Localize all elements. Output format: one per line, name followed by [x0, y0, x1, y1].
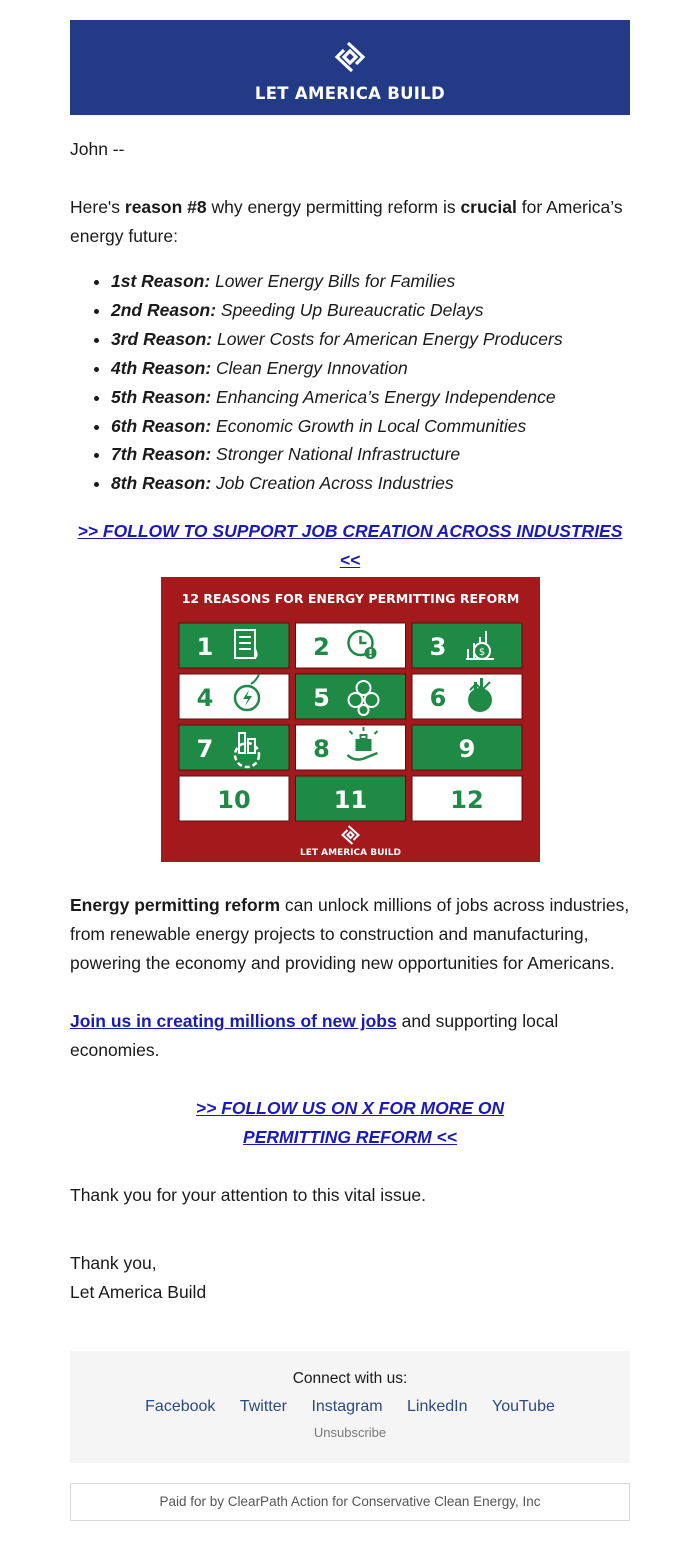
- reason-text: Lower Costs for American Energy Producers: [212, 328, 563, 349]
- list-item: [111, 354, 630, 383]
- reason-tile: [179, 674, 289, 719]
- reason-tile-number: 11: [333, 786, 368, 815]
- jobs-paragraph: [70, 891, 630, 978]
- reason-tile-number: 4: [196, 684, 214, 713]
- greeting: John --: [70, 139, 125, 159]
- reason-text: Economic Growth in Local Communities: [211, 415, 527, 436]
- twitter-link[interactable]: Twitter: [239, 1398, 287, 1415]
- list-item: [111, 296, 630, 325]
- reason-label: 7th Reason:: [111, 444, 212, 465]
- lead-bold-crucial: crucial: [460, 197, 517, 217]
- paid-for-disclaimer: Paid for by ClearPath Action for Conservative Clean Energy, Inc: [70, 1483, 630, 1521]
- reason-tile-number: 9: [458, 735, 476, 764]
- reasons-list: [70, 267, 630, 498]
- lead-bold-reason: reason #8: [124, 197, 207, 217]
- list-item: [111, 383, 630, 412]
- reason-tile-background: [296, 623, 406, 668]
- linkedin-link[interactable]: LinkedIn: [407, 1398, 468, 1415]
- unsubscribe-link[interactable]: Unsubscribe: [313, 1425, 387, 1440]
- reason-text: Lower Energy Bills for Families: [210, 271, 456, 291]
- jobs-paragraph-text: can unlock millions of jobs across industries, from renewable energy projects to construction and manufacturing, powering the economy and providing new opportunities for Americans.: [70, 895, 630, 974]
- cta-support-jobs-link[interactable]: >> FOLLOW TO SUPPORT JOB CREATION ACROSS INDUSTRIES <<: [77, 521, 623, 571]
- list-item: [111, 469, 630, 498]
- reason-label: 4th Reason:: [111, 357, 212, 378]
- list-item: [111, 267, 630, 296]
- reason-tile: [296, 725, 406, 770]
- reason-tile-background: [412, 623, 522, 668]
- header-banner: [70, 20, 630, 115]
- reason-tile: [412, 725, 522, 770]
- reason-text: Speeding Up Bureaucratic Delays: [216, 299, 484, 320]
- reason-text: Clean Energy Innovation: [211, 357, 408, 378]
- reason-text: Job Creation Across Industries: [211, 473, 454, 494]
- signature: Let America Build: [70, 1282, 207, 1303]
- join-paragraph-text: and supporting local economies.: [70, 1011, 559, 1061]
- graphic-brand: LET AMERICA BUILD: [300, 848, 401, 859]
- footer-social-box: [70, 1351, 630, 1463]
- reasons-graphic[interactable]: [161, 577, 540, 862]
- thanks-paragraph: Thank you for your attention to this vital issue.: [70, 1185, 427, 1206]
- reason-tile-number: 12: [450, 786, 484, 815]
- cta-support-jobs: [70, 517, 630, 575]
- reason-text: Enhancing America’s Energy Independence: [211, 386, 556, 407]
- brand-name: LET AMERICA BUILD: [254, 84, 446, 103]
- reason-label: 2nd Reason:: [111, 299, 217, 320]
- reason-tile-number: 5: [313, 684, 330, 713]
- reason-label: 5th Reason:: [111, 386, 212, 407]
- lead-text: Here's: [70, 197, 125, 217]
- reason-label: 8th Reason:: [111, 473, 212, 494]
- reason-tile-number: 1: [196, 633, 214, 662]
- reason-tile-background: [179, 725, 289, 770]
- reason-tile-number: 2: [313, 633, 330, 662]
- reason-tile: [296, 674, 406, 719]
- reason-tile-background: [412, 674, 522, 719]
- reason-tile-number: 8: [313, 735, 330, 764]
- reason-label: 1st Reason:: [111, 271, 211, 291]
- cta-follow-x: [70, 1094, 630, 1152]
- list-item: [111, 325, 630, 354]
- reason-tile: [412, 674, 522, 719]
- svg-text:$: $: [478, 647, 486, 659]
- list-item: [111, 440, 630, 469]
- reason-tile-number: 10: [217, 786, 251, 815]
- cta-follow-x-link[interactable]: >> FOLLOW US ON X FOR MORE ON PERMITTING REFORM <<: [195, 1098, 505, 1148]
- reason-tile: [179, 776, 289, 821]
- reason-tile: [296, 776, 406, 821]
- join-paragraph: [70, 1007, 630, 1065]
- reason-tile: [296, 623, 406, 668]
- reason-label: 3rd Reason:: [111, 328, 213, 349]
- reason-tile: [412, 776, 522, 821]
- reason-tile: [412, 623, 522, 668]
- lead-paragraph: [70, 193, 630, 251]
- reason-tile-number: 7: [196, 735, 214, 764]
- lead-text: for America’s energy future:: [70, 197, 623, 246]
- reason-tile: [179, 725, 289, 770]
- facebook-link[interactable]: Facebook: [145, 1398, 216, 1415]
- list-item: [111, 412, 630, 441]
- reason-tile-number: 3: [429, 633, 447, 662]
- instagram-link[interactable]: Instagram: [311, 1398, 383, 1415]
- graphic-title: 12 REASONS FOR ENERGY PERMITTING REFORM: [181, 591, 520, 607]
- email-body: [70, 135, 630, 1307]
- social-links: [70, 1397, 630, 1417]
- reason-tile: [179, 623, 289, 668]
- signoff: Thank you,: [70, 1253, 157, 1274]
- jobs-paragraph-bold: Energy permitting reform: [70, 895, 281, 916]
- reason-text: Stronger National Infrastructure: [211, 444, 461, 465]
- youtube-link[interactable]: YouTube: [491, 1398, 555, 1415]
- connect-label: Connect with us:: [292, 1370, 408, 1387]
- lead-text: why energy permitting reform is: [206, 197, 461, 217]
- join-link[interactable]: Join us in creating millions of new jobs: [70, 1011, 397, 1032]
- reason-label: 6th Reason:: [111, 415, 212, 436]
- diamond-link-logo-icon: [328, 40, 372, 74]
- reason-tile-number: 6: [429, 684, 447, 713]
